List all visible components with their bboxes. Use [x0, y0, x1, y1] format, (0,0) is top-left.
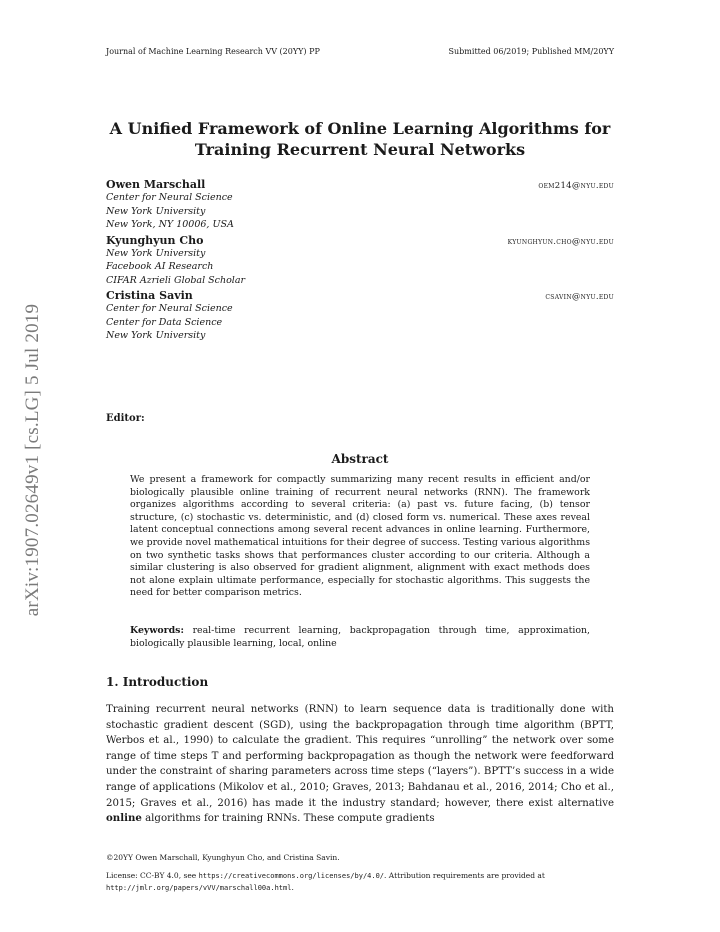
keywords: [130, 624, 590, 650]
affiliation: CIFAR Azrieli Global Scholar: [106, 274, 246, 286]
page-footer: [106, 852, 614, 894]
author-1: [106, 178, 614, 232]
license-mid: . Attribution requirements are provided at: [384, 871, 545, 880]
section-heading: 1. Introduction: [106, 675, 209, 689]
affiliation: Facebook AI Research: [106, 261, 214, 272]
license-notice: [106, 870, 614, 894]
author-email: csavin@nyu.edu: [545, 292, 614, 302]
license-prefix: License: CC-BY 4.0, see: [106, 871, 197, 880]
title-line-1: A Unified Framework of Online Learning Algorithms for: [109, 119, 611, 138]
author-name: Kyunghyun Cho: [106, 233, 204, 247]
introduction-body: [106, 702, 614, 827]
affiliation: Center for Data Science: [106, 316, 223, 328]
abstract-body: We present a framework for compactly summarizing many recent results in efficient and/or biologically plausible online training of recurrent neural networks (RNN). The framework organizes algorithms according to several criteria: (a) past vs. future facing, (b) tensor structure, (c) stochastic vs. deterministic, and (d) closed form vs. numerical. These axes reveal latent conceptual connections among several recent advances in online learning. Furthermore, we provide novel mathematical intuitions for their degree of success. Testing various algorithms on two synthetic tasks shows that performances cluster according to our criteria. Although a similar clustering is also observed for gradient alignment, alignment with exact methods does not alone explain ultimate performance, especially for stochastic algorithms. This suggests the need for better comparison metrics.: [130, 474, 590, 599]
submission-info: Submitted 06/2019; Published MM/20YY: [448, 47, 614, 56]
paper-title: [106, 118, 614, 160]
intro-bold-word: online: [106, 812, 142, 825]
title-line-2: Training Recurrent Neural Networks: [194, 140, 526, 159]
intro-text-1: Training recurrent neural networks (RNN) to learn sequence data is traditionally done with stochastic gradient descent (SGD), using the backpropagation through time algorithm (BPTT, Werbos et al., 1990) to calculate the gradient. This requires “unrolling” the network over some range of time steps T and performing backpropagation as though the network were feedforward under the constraint of sharing parameters across time steps (“layers”). BPTT’s success in a wide range of applications (Mikolov et al., 2010; Graves, 2013; Bahdanau et al., 2016, 2014; Cho et al., 2015; Graves et al., 2016) has made it the industry standard; however, there exist alternative: [106, 704, 614, 809]
author-email: oem214@nyu.edu: [538, 181, 614, 191]
affiliation: New York University: [106, 205, 206, 217]
abstract-heading: Abstract: [331, 452, 389, 466]
author-block: [106, 178, 614, 345]
author-3: [106, 289, 614, 343]
affiliation: Center for Neural Science: [106, 303, 233, 314]
affiliation: New York University: [106, 247, 206, 259]
journal-header: [106, 47, 614, 56]
keywords-text: real-time recurrent learning, backpropagation through time, approximation, biologically plausible learning, local, online: [130, 625, 591, 649]
arxiv-stamp: arXiv:1907.02649v1 [cs.LG] 5 Jul 2019: [22, 303, 43, 617]
attribution-link[interactable]: http://jmlr.org/papers/vVV/marschall00a.html: [106, 884, 292, 892]
author-2: [106, 234, 614, 288]
affiliation: Center for Neural Science: [106, 192, 233, 203]
affiliation: New York, NY 10006, USA: [106, 219, 234, 230]
author-name: Owen Marschall: [106, 178, 206, 191]
intro-text-2: algorithms for training RNNs. These compute gradients: [145, 813, 435, 825]
affiliation: New York University: [106, 330, 206, 341]
keywords-label: Keywords:: [130, 625, 184, 636]
license-end: .: [291, 883, 294, 892]
editor-label: Editor:: [106, 413, 145, 424]
copyright-notice: ©20YY Owen Marschall, Kyunghyun Cho, and Cristina Savin.: [106, 853, 340, 862]
author-name: Cristina Savin: [106, 289, 193, 302]
journal-name: Journal of Machine Learning Research VV (20YY) PP: [106, 47, 320, 56]
license-link[interactable]: https://creativecommons.org/licenses/by/4.0/: [198, 872, 385, 880]
author-email: kyunghyun.cho@nyu.edu: [507, 236, 614, 247]
